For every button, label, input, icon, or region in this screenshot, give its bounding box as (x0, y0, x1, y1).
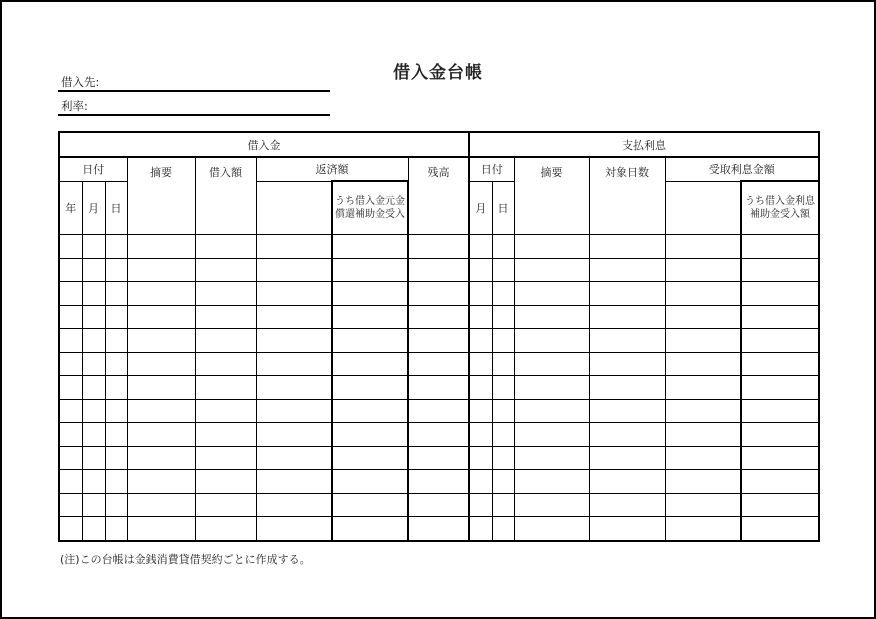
interest-subsidy-cell[interactable] (741, 376, 819, 400)
repayment-total-cell[interactable] (256, 446, 332, 470)
interest-received-cell[interactable] (665, 329, 741, 353)
year-cell[interactable] (59, 517, 82, 541)
repayment-total-cell[interactable] (256, 470, 332, 494)
interest-received-cell[interactable] (665, 305, 741, 329)
month-header: 月 (82, 181, 105, 235)
repayment-subsidy-cell[interactable] (332, 423, 408, 447)
target-days-cell[interactable] (589, 517, 665, 541)
summary-cell[interactable] (127, 329, 195, 353)
summary-cell[interactable] (127, 258, 195, 282)
borrowed-amount-cell[interactable] (195, 258, 256, 282)
year-cell[interactable] (59, 282, 82, 306)
table-row (59, 399, 819, 423)
repayment-subsidy-cell[interactable] (332, 329, 408, 353)
interest-month-cell[interactable] (469, 235, 492, 259)
interest-day-cell[interactable] (492, 446, 514, 470)
month-cell[interactable] (82, 517, 105, 541)
borrowed-amount-cell[interactable] (195, 305, 256, 329)
interest-summary-cell[interactable] (514, 329, 589, 353)
summary-cell[interactable] (127, 305, 195, 329)
summary-cell[interactable] (127, 376, 195, 400)
balance-cell[interactable] (408, 258, 469, 282)
interest-month-cell[interactable] (469, 376, 492, 400)
target-days-header: 対象日数 (589, 157, 665, 235)
repayment-total-cell[interactable] (256, 399, 332, 423)
interest-subsidy-cell[interactable] (741, 423, 819, 447)
day-cell[interactable] (105, 446, 127, 470)
interest-day-cell[interactable] (492, 282, 514, 306)
balance-cell[interactable] (408, 423, 469, 447)
month-cell[interactable] (82, 352, 105, 376)
day-cell[interactable] (105, 517, 127, 541)
interest-received-cell[interactable] (665, 493, 741, 517)
year-cell[interactable] (59, 352, 82, 376)
borrowed-amount-header: 借入額 (195, 157, 256, 235)
repayment-subsidy-cell[interactable] (332, 235, 408, 259)
balance-cell[interactable] (408, 446, 469, 470)
footnote: (注)この台帳は金銭消費貸借契約ごとに作成する。 (60, 553, 311, 566)
table-row (59, 258, 819, 282)
interest-month-cell[interactable] (469, 258, 492, 282)
interest-month-cell[interactable] (469, 282, 492, 306)
repayment-subsidy-cell[interactable] (332, 493, 408, 517)
target-days-cell[interactable] (589, 258, 665, 282)
interest-day-cell[interactable] (492, 493, 514, 517)
interest-subsidy-cell[interactable] (741, 258, 819, 282)
interest-month-cell[interactable] (469, 352, 492, 376)
interest-rate-label: 利率: (61, 99, 88, 113)
interest-subsidy-cell[interactable] (741, 235, 819, 259)
table-row (59, 305, 819, 329)
balance-cell[interactable] (408, 517, 469, 541)
repayment-total-cell[interactable] (256, 235, 332, 259)
day-cell[interactable] (105, 282, 127, 306)
repayment-subsidy-cell[interactable] (332, 376, 408, 400)
interest-month-cell[interactable] (469, 399, 492, 423)
target-days-cell[interactable] (589, 493, 665, 517)
repayment-total-cell[interactable] (256, 423, 332, 447)
year-header: 年 (59, 181, 82, 235)
borrowed-amount-cell[interactable] (195, 399, 256, 423)
interest-month-cell[interactable] (469, 493, 492, 517)
borrowed-amount-cell[interactable] (195, 446, 256, 470)
table-row (59, 376, 819, 400)
interest-subsidy-cell[interactable] (741, 329, 819, 353)
interest-day-cell[interactable] (492, 352, 514, 376)
balance-cell[interactable] (408, 352, 469, 376)
date-header: 日付 (59, 157, 127, 181)
interest-summary-cell[interactable] (514, 352, 589, 376)
interest-subsidy-cell[interactable] (741, 305, 819, 329)
summary-cell[interactable] (127, 423, 195, 447)
year-cell[interactable] (59, 235, 82, 259)
repayment-total-cell[interactable] (256, 282, 332, 306)
interest-summary-cell[interactable] (514, 258, 589, 282)
interest-subsidy-cell[interactable] (741, 399, 819, 423)
borrowed-amount-cell[interactable] (195, 493, 256, 517)
borrowed-amount-cell[interactable] (195, 282, 256, 306)
interest-subsidy-cell[interactable] (741, 282, 819, 306)
interest-summary-cell[interactable] (514, 235, 589, 259)
month-cell[interactable] (82, 258, 105, 282)
day-cell[interactable] (105, 376, 127, 400)
target-days-cell[interactable] (589, 352, 665, 376)
year-cell[interactable] (59, 399, 82, 423)
month-cell[interactable] (82, 493, 105, 517)
interest-month-cell[interactable] (469, 446, 492, 470)
summary-cell[interactable] (127, 282, 195, 306)
borrowed-amount-cell[interactable] (195, 517, 256, 541)
table-row (59, 282, 819, 306)
interest-summary-cell[interactable] (514, 446, 589, 470)
month-cell[interactable] (82, 470, 105, 494)
table-row (59, 352, 819, 376)
interest-subsidy-cell[interactable] (741, 493, 819, 517)
year-cell[interactable] (59, 470, 82, 494)
target-days-cell[interactable] (589, 282, 665, 306)
interest-date-header: 日付 (469, 157, 514, 181)
repayment-total-cell[interactable] (256, 493, 332, 517)
day-cell[interactable] (105, 258, 127, 282)
interest-total-cell (665, 181, 741, 235)
interest-month-cell[interactable] (469, 423, 492, 447)
balance-cell[interactable] (408, 399, 469, 423)
interest-received-cell[interactable] (665, 399, 741, 423)
borrowed-amount-cell[interactable] (195, 423, 256, 447)
repayment-subsidy-cell[interactable] (332, 470, 408, 494)
interest-day-cell[interactable] (492, 423, 514, 447)
interest-day-header: 日 (492, 181, 514, 235)
summary-cell[interactable] (127, 446, 195, 470)
interest-day-cell[interactable] (492, 305, 514, 329)
repayment-subsidy-cell[interactable] (332, 305, 408, 329)
repayment-amount-header: 返済額 (256, 157, 408, 181)
summary-cell[interactable] (127, 352, 195, 376)
year-cell[interactable] (59, 493, 82, 517)
day-cell[interactable] (105, 235, 127, 259)
borrowed-amount-cell[interactable] (195, 470, 256, 494)
repayment-total-cell[interactable] (256, 352, 332, 376)
interest-subsidy-cell[interactable] (741, 352, 819, 376)
interest-day-cell[interactable] (492, 470, 514, 494)
interest-summary-cell[interactable] (514, 305, 589, 329)
day-cell[interactable] (105, 493, 127, 517)
repayment-total-cell (256, 181, 332, 235)
interest-received-cell[interactable] (665, 282, 741, 306)
interest-month-cell[interactable] (469, 517, 492, 541)
interest-summary-cell[interactable] (514, 423, 589, 447)
interest-summary-cell[interactable] (514, 399, 589, 423)
repayment-subsidy-cell[interactable] (332, 282, 408, 306)
interest-section-header: 支払利息 (469, 132, 819, 157)
year-cell[interactable] (59, 258, 82, 282)
interest-summary-cell[interactable] (514, 282, 589, 306)
target-days-cell[interactable] (589, 446, 665, 470)
month-cell[interactable] (82, 446, 105, 470)
month-cell[interactable] (82, 282, 105, 306)
interest-month-header: 月 (469, 181, 492, 235)
interest-day-cell[interactable] (492, 258, 514, 282)
month-cell[interactable] (82, 235, 105, 259)
interest-summary-cell[interactable] (514, 493, 589, 517)
interest-month-cell[interactable] (469, 470, 492, 494)
day-cell[interactable] (105, 399, 127, 423)
interest-summary-cell[interactable] (514, 517, 589, 541)
month-cell[interactable] (82, 376, 105, 400)
month-cell[interactable] (82, 399, 105, 423)
day-cell[interactable] (105, 329, 127, 353)
year-cell[interactable] (59, 423, 82, 447)
interest-day-cell[interactable] (492, 329, 514, 353)
target-days-cell[interactable] (589, 376, 665, 400)
table-row (59, 493, 819, 517)
target-days-cell[interactable] (589, 235, 665, 259)
day-cell[interactable] (105, 470, 127, 494)
summary-cell[interactable] (127, 470, 195, 494)
repayment-subsidy-cell[interactable] (332, 517, 408, 541)
repayment-total-cell[interactable] (256, 305, 332, 329)
summary-header: 摘要 (127, 157, 195, 235)
target-days-cell[interactable] (589, 329, 665, 353)
interest-received-cell[interactable] (665, 517, 741, 541)
interest-summary-cell[interactable] (514, 470, 589, 494)
interest-summary-header: 摘要 (514, 157, 589, 235)
interest-day-cell[interactable] (492, 235, 514, 259)
interest-month-cell[interactable] (469, 329, 492, 353)
interest-month-cell[interactable] (469, 305, 492, 329)
lender-label: 借入先: (61, 75, 100, 89)
repayment-total-cell[interactable] (256, 329, 332, 353)
repayment-subsidy-cell[interactable] (332, 399, 408, 423)
repayment-total-cell[interactable] (256, 258, 332, 282)
repayment-subsidy-cell[interactable] (332, 446, 408, 470)
interest-received-cell[interactable] (665, 235, 741, 259)
interest-received-header: 受取利息金額 (665, 157, 819, 181)
target-days-cell[interactable] (589, 399, 665, 423)
year-cell[interactable] (59, 329, 82, 353)
balance-cell[interactable] (408, 235, 469, 259)
repayment-subsidy-cell[interactable] (332, 352, 408, 376)
day-cell[interactable] (105, 423, 127, 447)
table-row (59, 423, 819, 447)
year-cell[interactable] (59, 376, 82, 400)
summary-cell[interactable] (127, 399, 195, 423)
interest-received-cell[interactable] (665, 446, 741, 470)
day-cell[interactable] (105, 352, 127, 376)
interest-day-cell[interactable] (492, 517, 514, 541)
summary-cell[interactable] (127, 517, 195, 541)
interest-summary-cell[interactable] (514, 376, 589, 400)
balance-cell[interactable] (408, 305, 469, 329)
table-row (59, 470, 819, 494)
summary-cell[interactable] (127, 235, 195, 259)
table-row (59, 235, 819, 259)
target-days-cell[interactable] (589, 423, 665, 447)
interest-subsidy-header: うち借入金利息補助金受入額 (741, 181, 819, 235)
repayment-total-cell[interactable] (256, 376, 332, 400)
interest-rate-field[interactable] (58, 96, 330, 116)
interest-received-cell[interactable] (665, 470, 741, 494)
balance-cell[interactable] (408, 376, 469, 400)
borrowed-amount-cell[interactable] (195, 352, 256, 376)
summary-cell[interactable] (127, 493, 195, 517)
target-days-cell[interactable] (589, 470, 665, 494)
table-row (59, 446, 819, 470)
borrowed-amount-cell[interactable] (195, 235, 256, 259)
balance-cell[interactable] (408, 470, 469, 494)
month-cell[interactable] (82, 329, 105, 353)
balance-cell[interactable] (408, 282, 469, 306)
page-title: 借入金台帳 (393, 63, 483, 83)
borrowed-amount-cell[interactable] (195, 376, 256, 400)
month-cell[interactable] (82, 423, 105, 447)
year-cell[interactable] (59, 305, 82, 329)
borrowing-section-header: 借入金 (59, 132, 469, 157)
interest-subsidy-cell[interactable] (741, 446, 819, 470)
target-days-cell[interactable] (589, 305, 665, 329)
month-cell[interactable] (82, 305, 105, 329)
balance-cell[interactable] (408, 493, 469, 517)
repayment-subsidy-header: うち借入金元金償還補助金受入 (332, 181, 408, 235)
interest-received-cell[interactable] (665, 376, 741, 400)
repayment-total-cell[interactable] (256, 517, 332, 541)
interest-day-cell[interactable] (492, 376, 514, 400)
balance-cell[interactable] (408, 329, 469, 353)
year-cell[interactable] (59, 446, 82, 470)
borrowed-amount-cell[interactable] (195, 329, 256, 353)
day-cell[interactable] (105, 305, 127, 329)
table-row (59, 329, 819, 353)
interest-day-cell[interactable] (492, 399, 514, 423)
repayment-subsidy-cell[interactable] (332, 258, 408, 282)
interest-received-cell[interactable] (665, 258, 741, 282)
interest-subsidy-cell[interactable] (741, 517, 819, 541)
day-header: 日 (105, 181, 127, 235)
lender-field[interactable] (58, 72, 330, 92)
interest-received-cell[interactable] (665, 352, 741, 376)
balance-header: 残高 (408, 157, 469, 235)
interest-received-cell[interactable] (665, 423, 741, 447)
interest-subsidy-cell[interactable] (741, 470, 819, 494)
ledger-table (58, 131, 820, 542)
table-row (59, 517, 819, 541)
